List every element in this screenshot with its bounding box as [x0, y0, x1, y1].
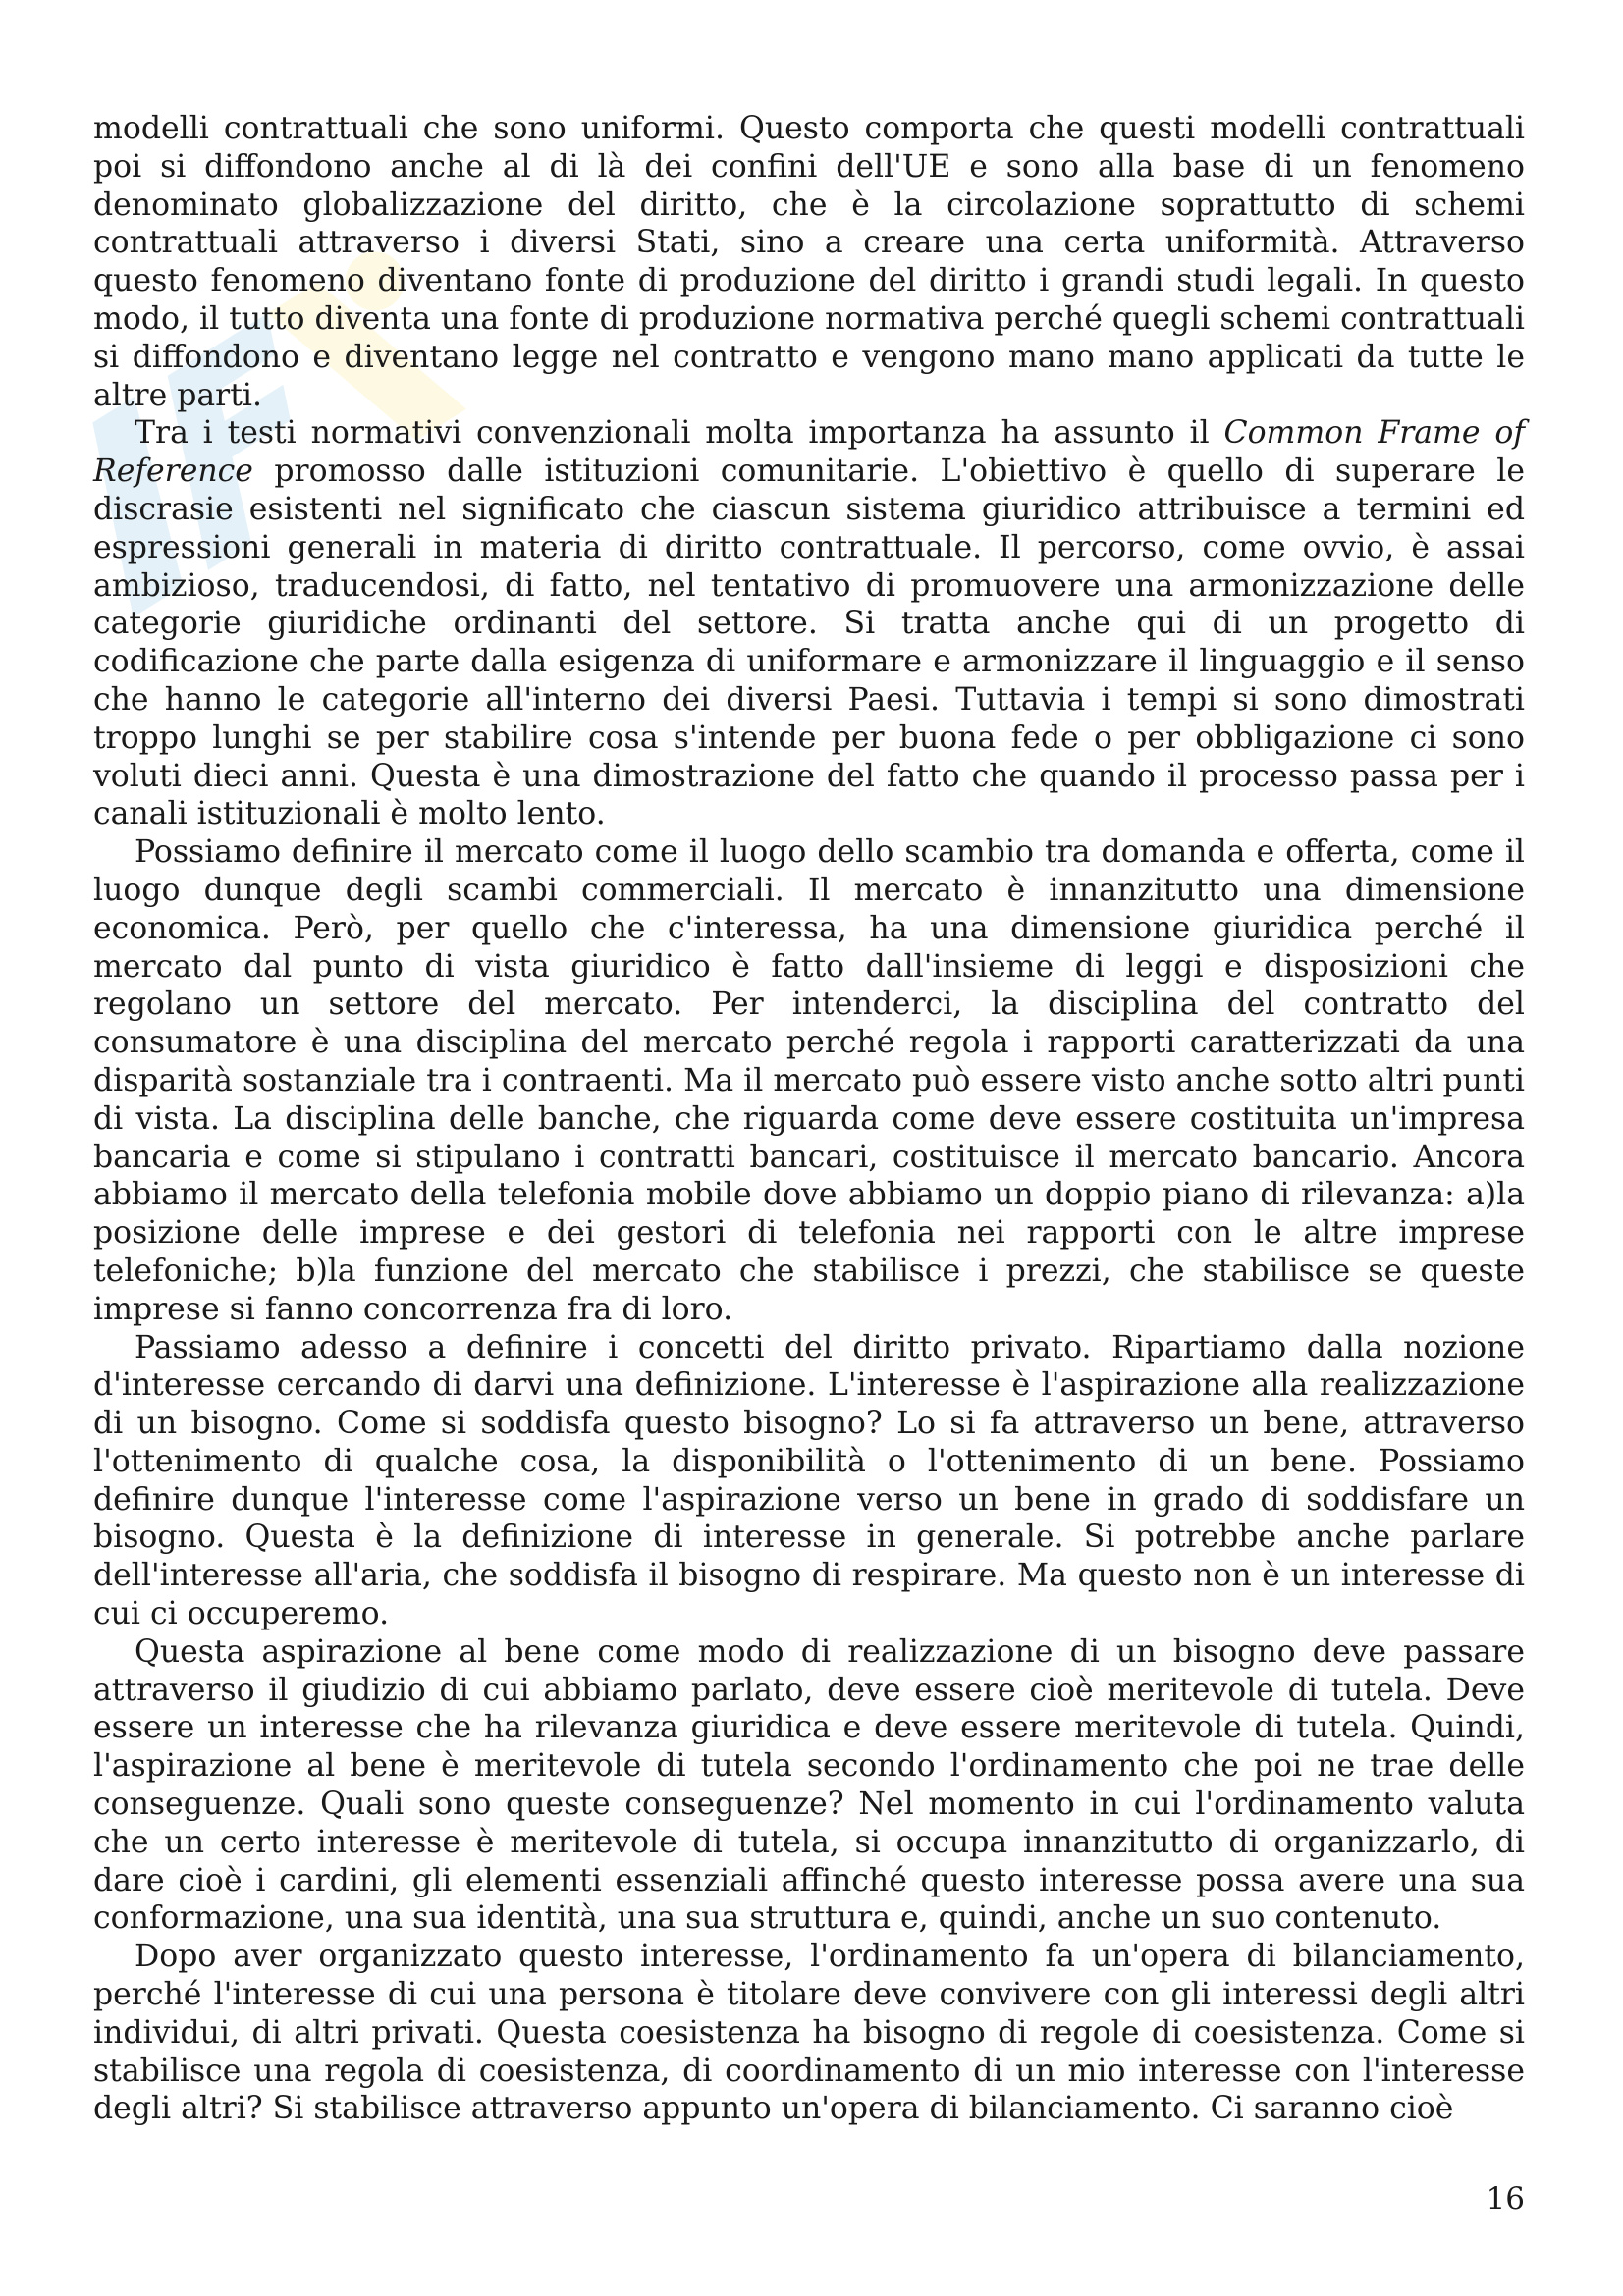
paragraph — [93, 414, 1525, 833]
text-run: promosso dalle istituzioni comunitarie. L'obiettivo è quello di superare le discrasie esistenti nel significato che ciascun sistema giuridico attribuisce a termini ed espressioni generali in materia di diritto contrattuale. Il percorso, come ovvio, è assai ambizioso, traducendosi, di fatto, nel tentativo di promuovere una armonizzazione delle categorie giuridiche ordinanti del settore. Si tratta anche qui di un progetto di codificazione che parte dalla esigenza di uniformare e armonizzare il linguaggio e il senso che hanno le categorie all'interno dei diversi Paesi. Tuttavia i tempi si sono dimostrati troppo lunghi se per stabilire cosa s'intende per buona fede o per obbligazione ci sono voluti dieci anni. Questa è una dimostrazione del fatto che quando il processo passa per i canali istituzionali è molto lento. — [93, 454, 1525, 832]
text-run: modelli contrattuali che sono uniformi. Questo comporta che questi modelli contrattuali poi si diffondono anche al di là dei confini dell'UE e sono alla base di un fenomeno denominato globalizzazione del diritto, che è la circolazione soprattutto di schemi contrattuali attraverso i diversi Stati, sino a creare una certa uniformità. Attraverso questo fenomeno diventano fonte di produzione del diritto i grandi studi legali. In questo modo, il tutto diventa una fonte di produzione normativa perché quegli schemi contrattuali si diffondono e diventano legge nel contratto e vengono mano mano applicati da tutte le altre parti. — [93, 111, 1525, 413]
paragraph — [93, 1329, 1525, 1633]
paragraph — [93, 110, 1525, 414]
text-run: Questa aspirazione al bene come modo di realizzazione di un bisogno deve passare attraverso il giudizio di cui abbiamo parlato, deve essere cioè meritevole di tutela. Deve essere un interesse che ha rilevanza giuridica e deve essere meritevole di tutela. Quindi, l'aspirazione al bene è meritevole di tutela secondo l'ordinamento che poi ne trae delle conseguenze. Quali sono queste conseguenze? Nel momento in cui l'ordinamento valuta che un certo interesse è meritevole di tutela, si occupa innanzitutto di organizzarlo, di dare cioè i cardini, gli elementi essenziali affinché questo interesse possa avere una sua conformazione, una sua identità, una sua struttura e, quindi, anche un suo contenuto. — [93, 1633, 1525, 1937]
paragraph — [93, 833, 1525, 1328]
page-number: 16 — [1486, 2181, 1525, 2216]
italic-term: Common Frame of Reference — [93, 415, 1525, 490]
text-run: Tra i testi normativi convenzionali molta importanza ha assunto il — [135, 415, 1224, 452]
text-run: Dopo aver organizzato questo interesse, l'ordinamento fa un'opera di bilanciamento, perché l'interesse di cui una persona è titolare deve convivere con gli interessi degli altri individui, di altri privati. Questa coesistenza ha bisogno di regole di coesistenza. Come si stabilisce una regola di coesistenza, di coordinamento di un mio interesse con l'interesse degli altri? Si stabilisce attraverso appunto un'opera di bilanciamento. Ci saranno cioè — [93, 1939, 1525, 2127]
paragraph — [93, 1938, 1525, 2128]
paragraph — [93, 1633, 1525, 1938]
text-run: Passiamo adesso a definire i concetti del diritto privato. Ripartiamo dalla nozione d'interesse cercando di darvi una definizione. L'interesse è l'aspirazione alla realizzazione di un bisogno. Come si soddisfa questo bisogno? Lo si fa attraverso un bene, attraverso l'ottenimento di qualche cosa, la disponibilità o l'ottenimento di un bene. Possiamo definire dunque l'interesse come l'aspirazione verso un bene in grado di soddisfare un bisogno. Questa è la definizione di interesse in generale. Si potrebbe anche parlare dell'interesse all'aria, che soddisfa il bisogno di respirare. Ma questo non è un interesse di cui ci occuperemo. — [93, 1329, 1525, 1632]
text-run: Possiamo definire il mercato come il luogo dello scambio tra domanda e offerta, come il luogo dunque degli scambi commerciali. Il mercato è innanzitutto una dimensione economica. Però, per quello che c'interessa, ha una dimensione giuridica perché il mercato dal punto di vista giuridico è fatto dall'insieme di leggi e disposizioni che regolano un settore del mercato. Per intenderci, la disciplina del contratto del consumatore è una disciplina del mercato perché regola i rapporti caratterizzati da una disparità sostanziale tra i contraenti. Ma il mercato può essere visto anche sotto altri punti di vista. La disciplina delle banche, che riguarda come deve essere costituita un'impresa bancaria e come si stipulano i contratti bancari, costituisce il mercato bancario. Ancora abbiamo il mercato della telefonia mobile dove abbiamo un doppio piano di rilevanza: a)la posizione delle imprese e dei gestori di telefonia nei rapporti con le altre imprese telefoniche; b)la funzione del mercato che stabilisce i prezzi, che stabilisce se queste imprese si fanno concorrenza fra di loro. — [93, 834, 1525, 1327]
page-body — [93, 110, 1525, 2128]
